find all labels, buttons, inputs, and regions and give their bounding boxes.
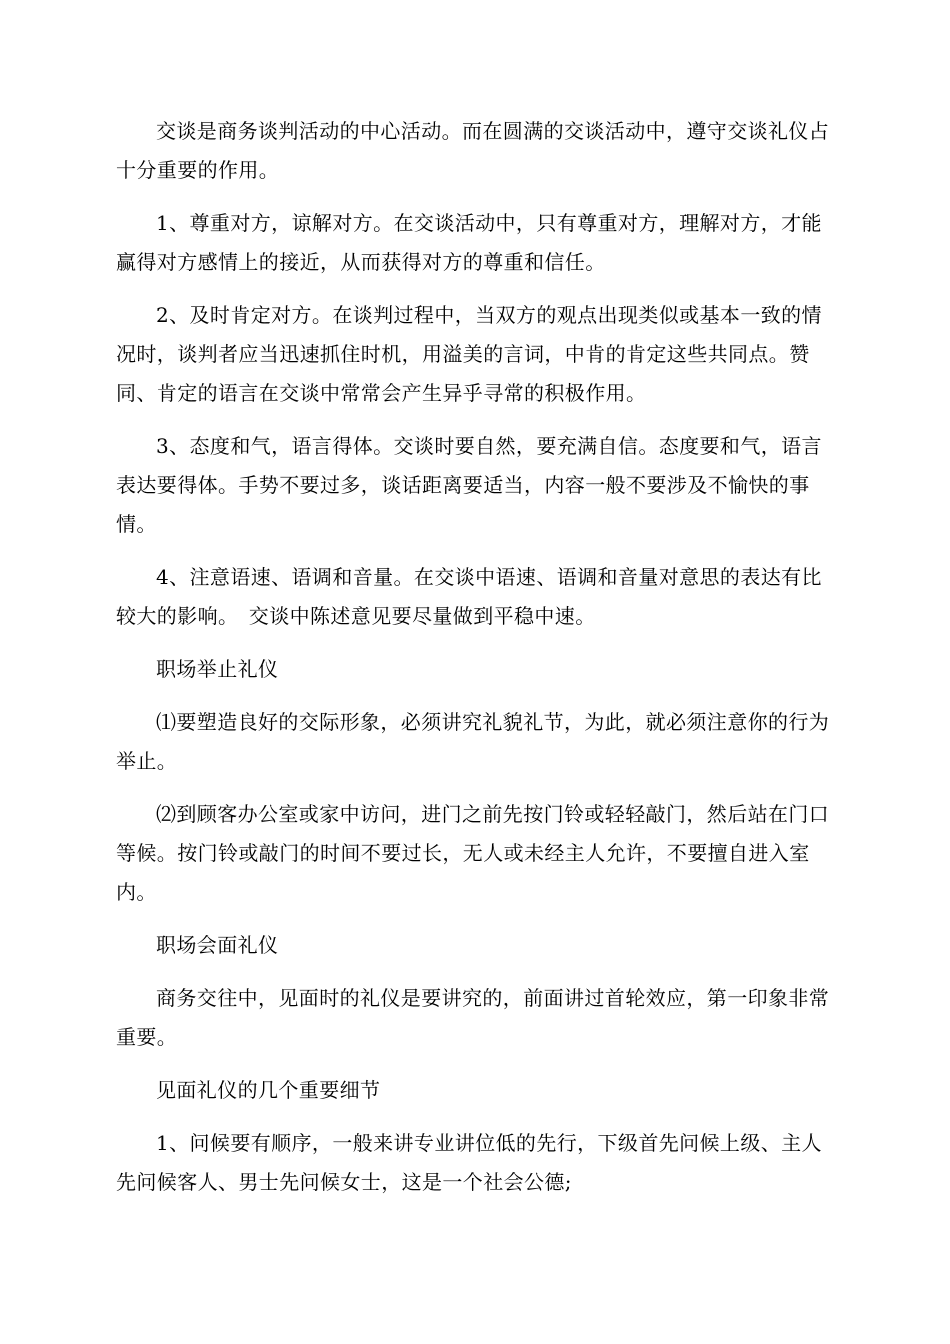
paragraph-meeting-intro: 商务交往中，见面时的礼仪是要讲究的，前面讲过首轮效应，第一印象非常重要。 <box>116 986 830 1049</box>
paragraph-point-2: 2、及时肯定对方。在谈判过程中，当双方的观点出现类似或基本一致的情况时，谈判者应当迅速抓住时机，用溢美的言词，中肯的肯定这些共同点。赞同、肯定的语言在交谈中常常会产生异乎寻常的积极作用。 <box>116 303 822 405</box>
paragraph-behavior-2: ⑵到顾客办公室或家中访问，进门之前先按门铃或轻轻敲门，然后站在门口等候。按门铃或敲门的时间不要过长，无人或未经主人允许，不要擅自进入室内。 <box>116 802 830 904</box>
paragraph-intro: 交谈是商务谈判活动的中心活动。而在圆满的交谈活动中，遵守交谈礼仪占十分重要的作用。 <box>116 119 830 182</box>
paragraph-point-3: 3、态度和气，语言得体。交谈时要自然，要充满自信。态度要和气，语言表达要得体。手势不要过多，谈话距离要适当，内容一般不要涉及不愉快的事情。 <box>116 434 822 536</box>
section-heading-details: 见面礼仪的几个重要细节 <box>156 1078 381 1102</box>
paragraph-point-1: 1、尊重对方，谅解对方。在交谈活动中，只有尊重对方，理解对方，才能赢得对方感情上的接近，从而获得对方的尊重和信任。 <box>116 211 822 274</box>
paragraph-behavior-1: ⑴要塑造良好的交际形象，必须讲究礼貌礼节，为此，就必须注意你的行为举止。 <box>116 710 830 773</box>
paragraph-point-4: 4、注意语速、语调和音量。在交谈中语速、语调和音量对意思的表达有比较大的影响。 交谈中陈述意见要尽量做到平稳中速。 <box>116 565 822 628</box>
section-heading-meeting: 职场会面礼仪 <box>156 933 279 957</box>
section-heading-behavior: 职场举止礼仪 <box>156 657 279 681</box>
paragraph-detail-1: 1、问候要有顺序，一般来讲专业讲位低的先行，下级首先问候上级、主人先问候客人、男士先问候女士，这是一个社会公德; <box>116 1131 822 1194</box>
